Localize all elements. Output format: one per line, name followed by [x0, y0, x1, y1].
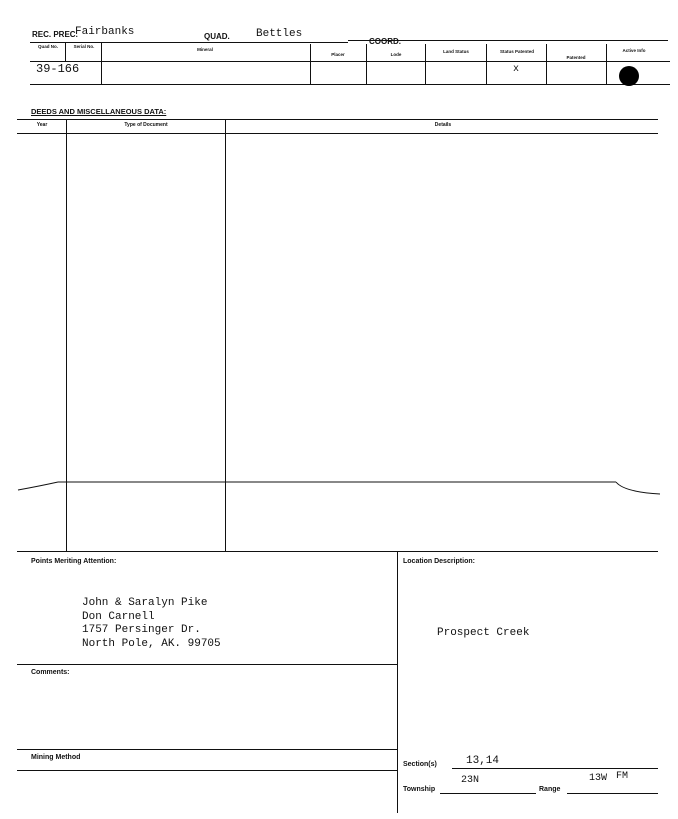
- col-quad-no: Quad No.: [38, 44, 58, 49]
- sections-value: 13,14: [466, 755, 500, 767]
- comments-label: Comments:: [31, 669, 70, 676]
- col-divider: [65, 42, 66, 61]
- col-divider: [101, 42, 102, 84]
- deeds-top-line: [17, 119, 658, 120]
- col-divider: [486, 44, 487, 84]
- deeds-title: DEEDS AND MISCELLANEOUS DATA:: [31, 107, 167, 116]
- quad-label: QUAD.: [204, 32, 230, 41]
- range-line: [567, 793, 658, 794]
- township-value: 23N: [461, 775, 480, 786]
- header-top-line: [30, 42, 348, 43]
- sections-label: Section(s): [403, 761, 437, 768]
- mining-top-line: [17, 749, 397, 750]
- status-mark: x: [513, 64, 520, 75]
- col-divider: [366, 44, 367, 84]
- comments-top-line: [17, 664, 397, 665]
- mining-line: [17, 770, 397, 771]
- col-year: Year: [36, 122, 48, 128]
- col-details: Details: [434, 122, 452, 128]
- col-lode: Lode: [390, 52, 402, 57]
- col-divider: [606, 44, 607, 84]
- col-divider: [310, 44, 311, 84]
- col-divider: [425, 44, 426, 84]
- col-land-status: Land Status: [443, 49, 469, 54]
- header-bottom-line: [30, 84, 670, 85]
- points-line: John & Saralyn Pike: [82, 597, 208, 609]
- col-patented: Patented: [566, 55, 586, 60]
- points-label: Points Meriting Attention:: [31, 558, 117, 565]
- col-serial-no: Serial No.: [73, 44, 95, 49]
- col-divider: [546, 44, 547, 84]
- points-text: [82, 597, 221, 651]
- mining-method-label: Mining Method: [31, 754, 81, 761]
- page-fold-seam: [0, 472, 678, 502]
- col-active-info: Active Info: [622, 48, 646, 53]
- bottom-center-divider: [397, 551, 398, 813]
- sections-line: [452, 768, 658, 769]
- points-line: Don Carnell: [82, 610, 155, 623]
- location-description-label: Location Description:: [403, 558, 475, 565]
- col-type-of-document: Type of Document: [124, 122, 168, 128]
- location-description-value: Prospect Creek: [437, 627, 530, 639]
- meridian-value: FM: [616, 771, 629, 782]
- range-label: Range: [539, 786, 561, 793]
- col-status-patented: Status Patented: [500, 49, 535, 54]
- quad-no-value: 39-166: [36, 62, 80, 76]
- rec-prec-label: REC. PREC.: [32, 30, 78, 39]
- column-header-divider: [30, 61, 670, 62]
- rec-prec-value: Fairbanks: [75, 26, 135, 38]
- quad-value: Bettles: [256, 28, 303, 40]
- points-line: North Pole, AK. 99705: [82, 637, 221, 650]
- deeds-header-line: [17, 133, 658, 134]
- township-label: Township: [403, 786, 436, 793]
- range-value: 13W: [589, 773, 608, 784]
- township-line: [440, 793, 536, 794]
- col-mineral: Mineral: [197, 47, 213, 52]
- active-info-dot: [619, 66, 639, 86]
- coord-label: COORD.: [369, 37, 401, 46]
- points-line: 1757 Persinger Dr.: [82, 624, 201, 636]
- deeds-bottom-line: [17, 551, 658, 552]
- header-top-line-right: [348, 40, 668, 41]
- col-placer: Placer: [331, 52, 345, 57]
